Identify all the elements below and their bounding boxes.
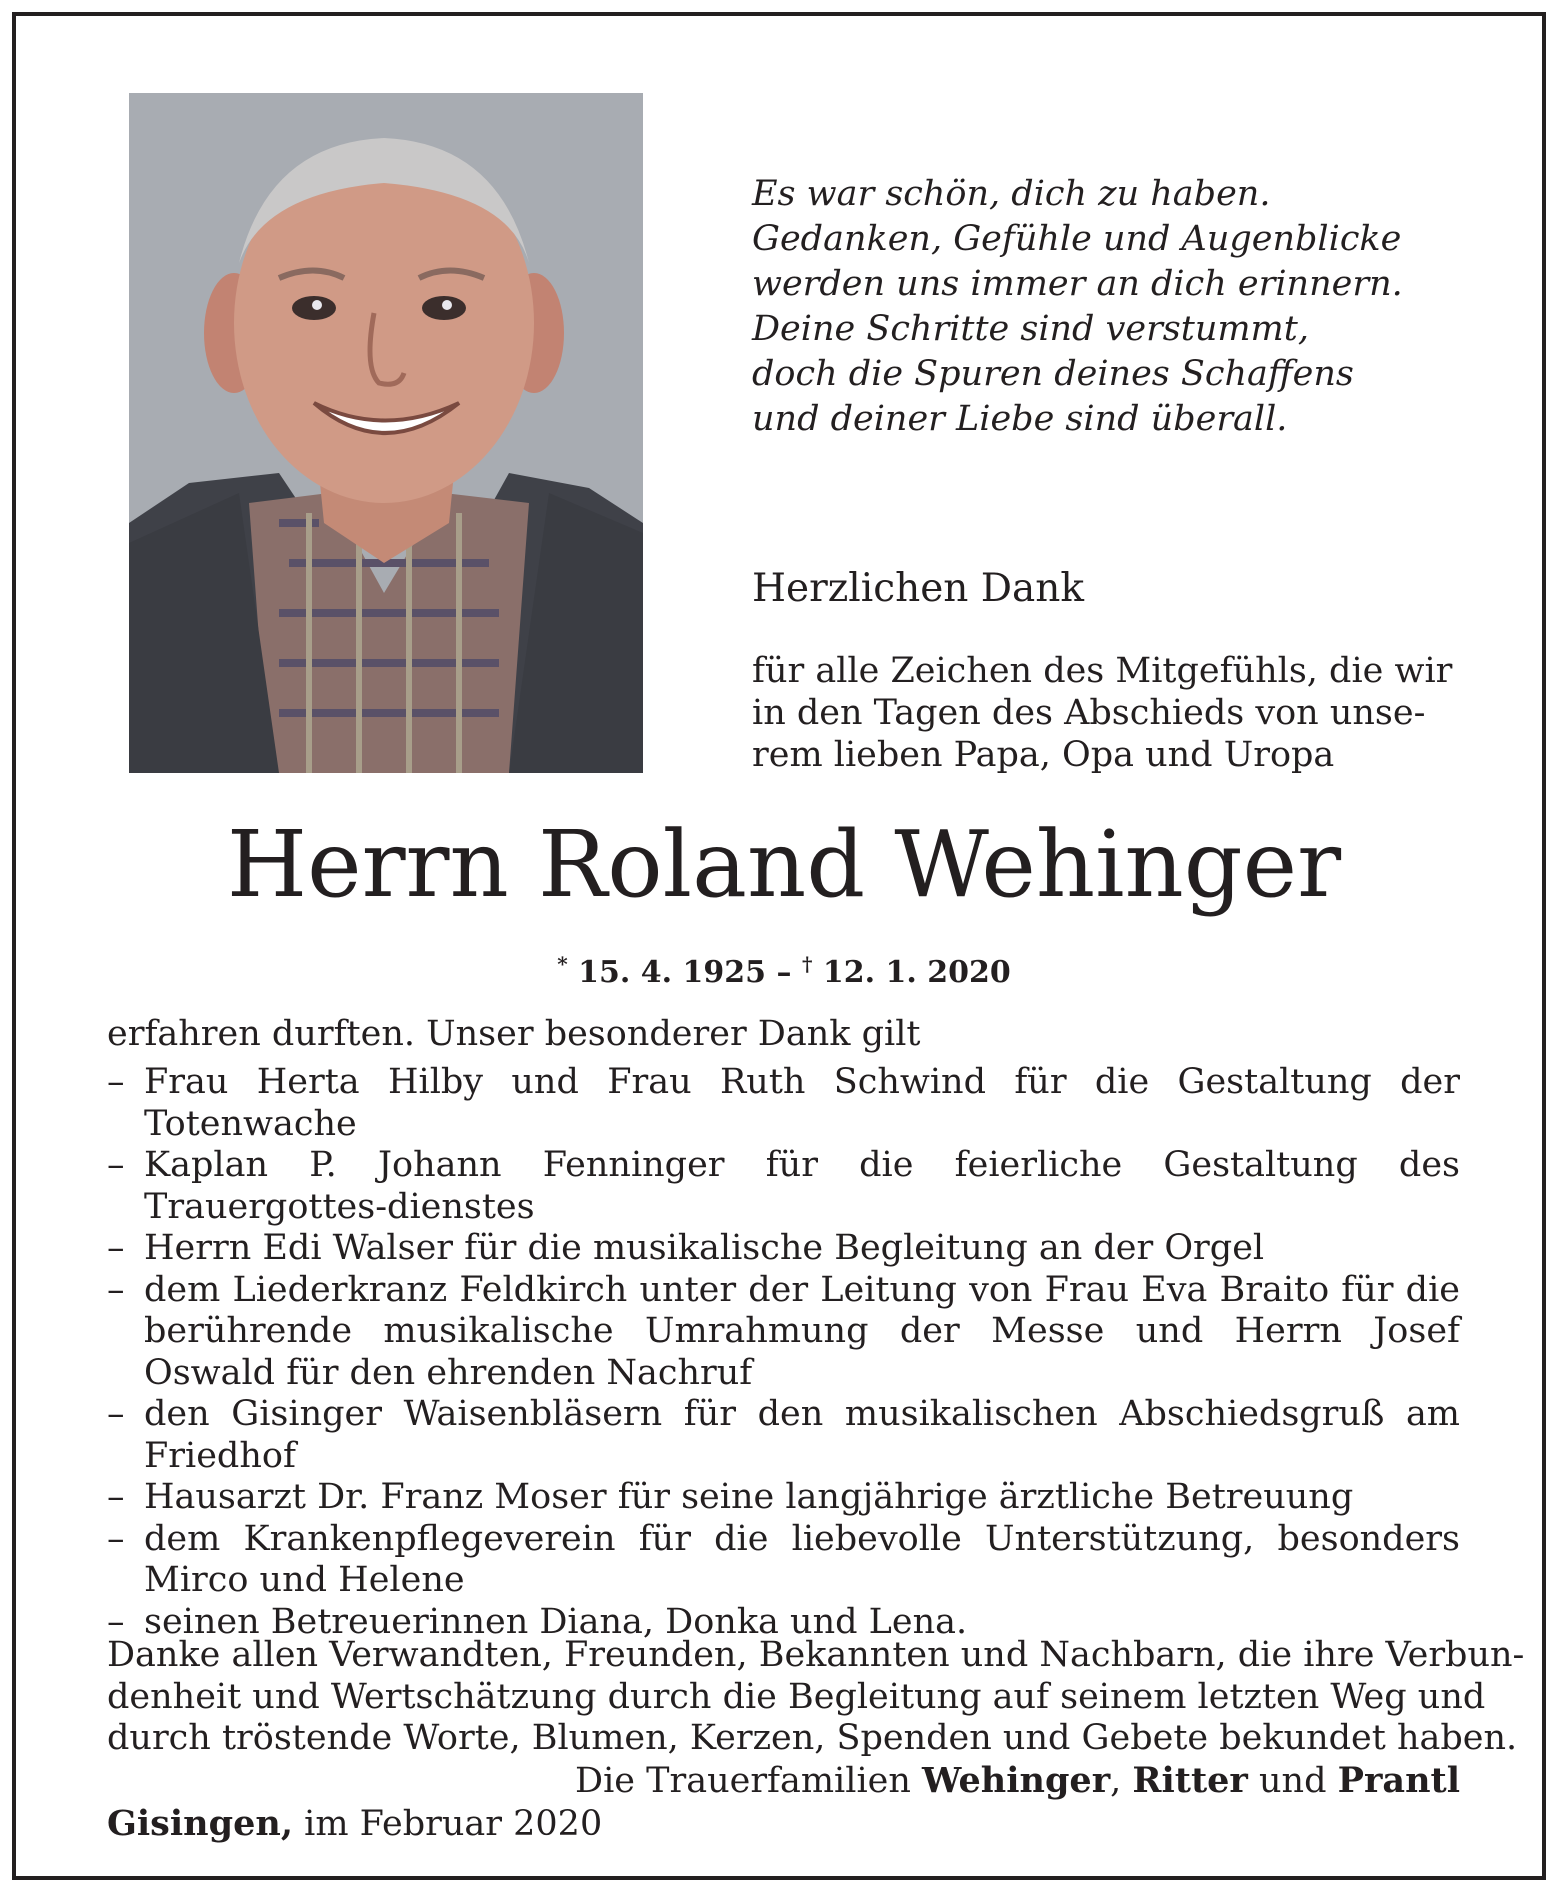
thanks-intro-line: in den Tagen des Abschieds von unse- — [752, 693, 1426, 733]
list-item — [107, 1062, 1460, 1145]
list-item-text: dem Liederkranz Feldkirch unter der Leitung von Frau Eva Braito für die berührende musikalische Umrahmung der Messe und Herrn Josef Oswald für den ehrenden Nachruf — [144, 1269, 1460, 1393]
poem-line: doch die Spuren deines Schaffens — [752, 354, 1354, 394]
poem-line: und deiner Liebe sind überall. — [752, 399, 1288, 439]
family-name-prantl: Prantl — [1337, 1760, 1460, 1801]
deceased-name: Herrn Roland Wehinger — [226, 811, 1342, 918]
list-dash: – — [107, 1228, 125, 1268]
list-item-text: Frau Herta Hilby und Frau Ruth Schwind für die Gestaltung der Totenwache — [144, 1062, 1460, 1144]
poem-line: Es war schön, dich zu haben. — [752, 174, 1271, 214]
birth-symbol: * — [557, 952, 568, 976]
death-symbol: † — [801, 952, 813, 976]
thanks-list — [107, 1062, 1460, 1643]
life-dates — [0, 944, 1568, 993]
list-item-text: den Gisinger Waisenbläsern für den musikalischen Abschiedsgruß am Friedhof — [144, 1394, 1460, 1476]
family-name-wehinger: Wehinger — [922, 1760, 1111, 1801]
thanks-intro — [752, 650, 1452, 776]
poem-line: Gedanken, Gefühle und Augenblicke — [752, 219, 1402, 259]
list-item — [107, 1270, 1460, 1395]
list-dash: – — [107, 1601, 125, 1642]
closing-line: denheit und Wertschätzung durch die Begleitung auf seinem letzten Weg und — [107, 1676, 1486, 1717]
list-item — [107, 1519, 1460, 1602]
closing-paragraph — [107, 1635, 1525, 1760]
place-date — [107, 1803, 602, 1845]
list-item-text: Hausarzt Dr. Franz Moser für seine langjährige ärztliche Betreuung — [144, 1477, 1354, 1517]
poem — [752, 172, 1403, 442]
portrait-photo — [129, 93, 643, 773]
list-item — [107, 1145, 1460, 1228]
family-name-ritter: Ritter — [1132, 1760, 1248, 1801]
families-comma: , — [1110, 1761, 1122, 1801]
list-item-text: Kaplan P. Johann Fenninger für die feierliche Gestaltung des Trauergottes-dienstes — [144, 1145, 1460, 1227]
thanks-intro-line: für alle Zeichen des Mitgefühls, die wir — [752, 651, 1453, 691]
place-date-text: im Februar 2020 — [304, 1804, 603, 1844]
list-item — [107, 1477, 1460, 1519]
families-joiner: und — [1259, 1761, 1327, 1801]
families-signature — [575, 1760, 1460, 1802]
thanks-heading: Herzlichen Dank — [752, 566, 1085, 611]
list-dash: – — [107, 1269, 125, 1310]
list-dash: – — [107, 1394, 125, 1434]
place-town: Gisingen, — [107, 1803, 294, 1844]
thanks-intro-line: rem lieben Papa, Opa und Uropa — [752, 735, 1335, 775]
families-prefix: Die Trauerfamilien — [575, 1761, 911, 1801]
list-dash: – — [107, 1518, 125, 1559]
birth-date: 15. 4. 1925 — [578, 955, 767, 990]
poem-line: Deine Schritte sind verstummt, — [752, 309, 1309, 349]
list-dash: – — [107, 1477, 125, 1517]
list-item — [107, 1394, 1460, 1477]
portrait-illustration — [129, 93, 643, 773]
list-item — [107, 1228, 1460, 1270]
closing-line: durch tröstende Worte, Blumen, Kerzen, Spenden und Gebete bekundet haben. — [107, 1718, 1518, 1758]
lead-sentence: erfahren durften. Unser besonderer Dank gilt — [107, 1014, 921, 1054]
list-item-text: seinen Betreuerinnen Diana, Donka und Lena. — [144, 1601, 968, 1642]
list-item-text: dem Krankenpflegeverein für die liebevolle Unterstützung, besonders Mirco und Helene — [144, 1518, 1460, 1600]
list-item-text: Herrn Edi Walser für die musikalische Begleitung an der Orgel — [144, 1228, 1265, 1268]
date-separator: – — [776, 955, 792, 990]
closing-line: Danke allen Verwandten, Freunden, Bekannten und Nachbarn, die ihre Verbun- — [107, 1635, 1525, 1675]
list-dash: – — [107, 1062, 125, 1102]
death-date: 12. 1. 2020 — [822, 955, 1011, 990]
list-dash: – — [107, 1145, 125, 1185]
poem-line: werden uns immer an dich erinnern. — [752, 264, 1403, 304]
